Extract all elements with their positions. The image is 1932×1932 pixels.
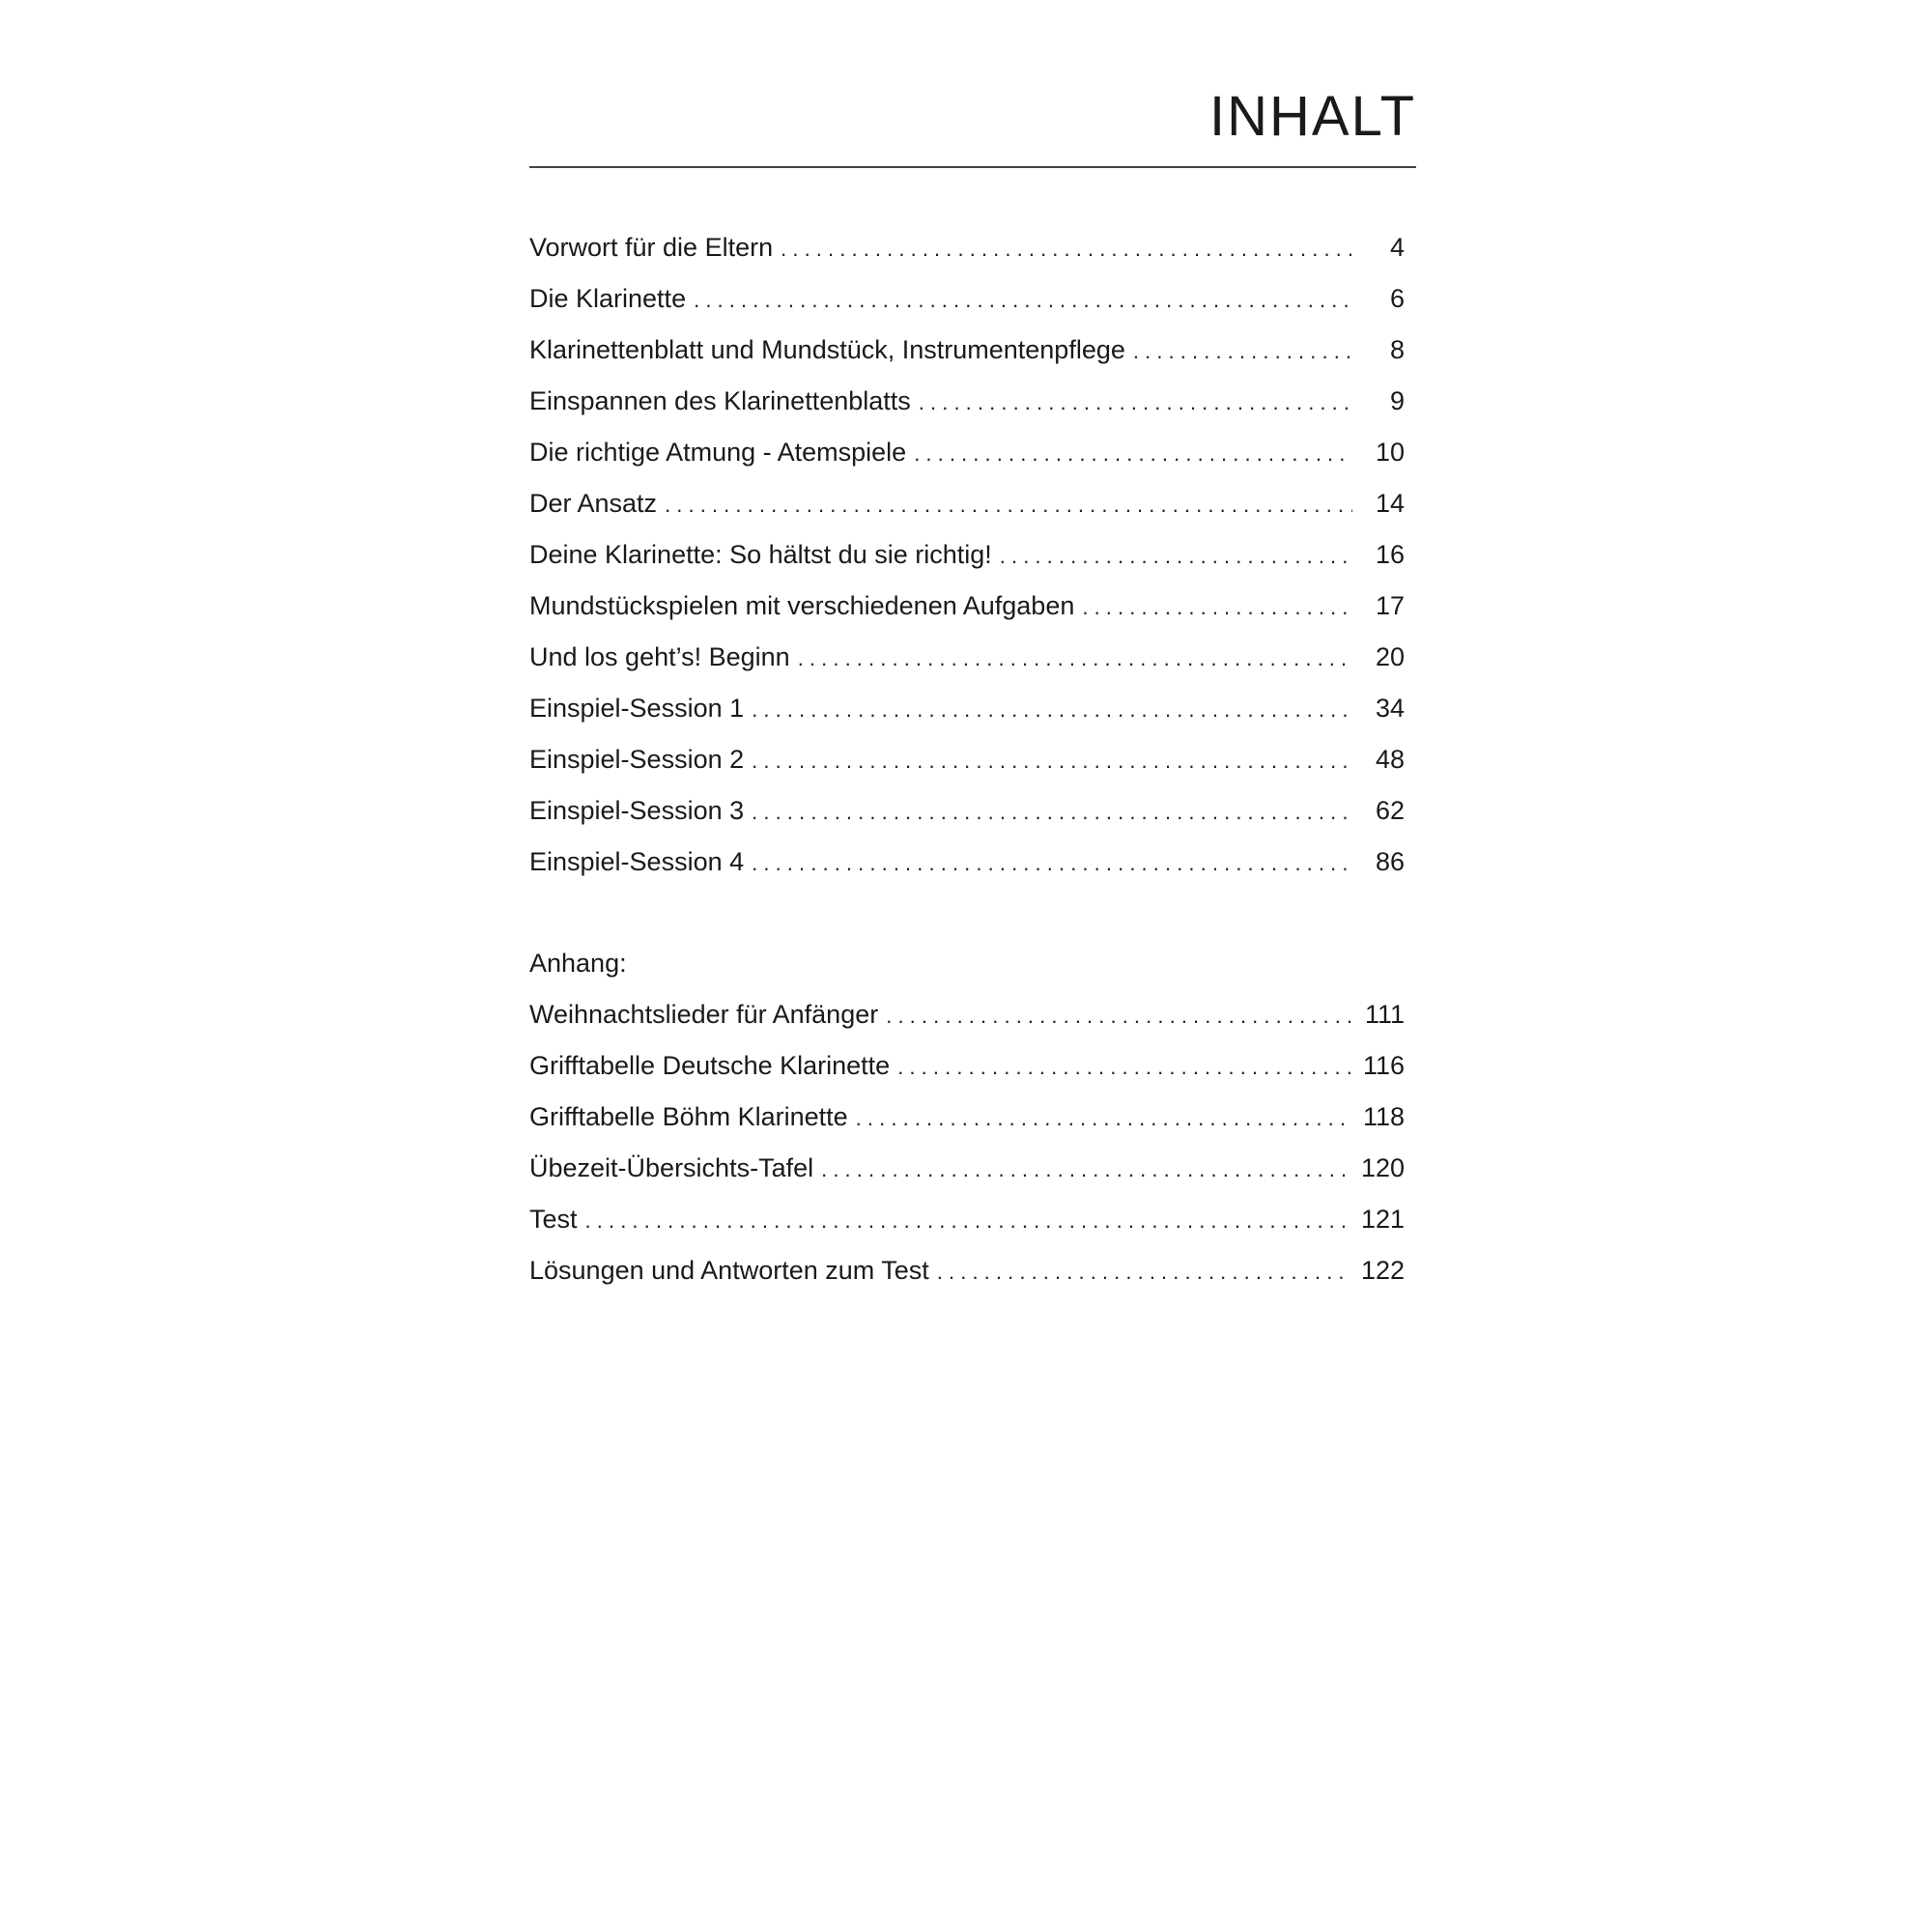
toc-entry-title: Grifftabelle Deutsche Klarinette (529, 1051, 891, 1080)
dot-leader (914, 428, 1352, 479)
toc-entry-page-number: 16 (1375, 540, 1405, 569)
toc-entry-page-number: 14 (1375, 489, 1405, 518)
dot-leader (1000, 530, 1352, 582)
toc-entry-page-number: 62 (1375, 796, 1405, 825)
dot-leader (886, 990, 1352, 1041)
dot-leader (821, 1144, 1351, 1195)
toc-entry-page-number: 111 (1364, 1000, 1405, 1029)
toc-entry-title: Einspiel-Session 1 (529, 694, 745, 723)
toc-entry-title: Die richtige Atmung - Atemspiele (529, 438, 907, 467)
toc-entry-page-number: 86 (1375, 847, 1405, 876)
toc-entry (529, 683, 1405, 734)
toc-entry-page-number: 6 (1389, 284, 1405, 313)
dot-leader (897, 1041, 1352, 1093)
toc-entry-page-number: 20 (1375, 642, 1405, 671)
toc-entry-page-number: 10 (1375, 438, 1405, 467)
dot-leader (798, 633, 1352, 684)
toc-entry (529, 734, 1405, 785)
document-page (529, 0, 1416, 1932)
toc-entry-title: Und los geht’s! Beginn (529, 642, 790, 671)
appendix-entries (529, 989, 1405, 1296)
toc-entry (529, 1245, 1405, 1296)
title-rule (529, 166, 1416, 168)
toc-entry-page-number: 116 (1362, 1051, 1405, 1080)
toc-entry-title: Vorwort für die Eltern (529, 233, 774, 262)
toc-entry-page-number: 121 (1360, 1205, 1405, 1234)
dot-leader (937, 1246, 1351, 1297)
toc-entry (529, 376, 1405, 427)
dot-leader (752, 735, 1352, 786)
toc-entry-title: Einspiel-Session 2 (529, 745, 745, 774)
toc-entry-title: Der Ansatz (529, 489, 658, 518)
main-entries (529, 222, 1405, 888)
toc-entry (529, 837, 1405, 888)
toc-entry (529, 478, 1405, 529)
toc-entry (529, 1092, 1405, 1143)
dot-leader (752, 786, 1352, 838)
toc-entry-page-number: 122 (1360, 1256, 1405, 1285)
dot-leader (1082, 582, 1352, 633)
toc-entry-page-number: 9 (1389, 386, 1405, 415)
toc-entry-title: Die Klarinette (529, 284, 687, 313)
dot-leader (694, 274, 1352, 326)
toc-entry-title: Einspiel-Session 4 (529, 847, 745, 876)
dot-leader (856, 1093, 1352, 1144)
toc-entry-title: Mundstückspielen mit verschiedenen Aufgaben (529, 591, 1075, 620)
toc-entry (529, 1194, 1405, 1245)
toc-entry-page-number: 120 (1360, 1153, 1405, 1182)
toc-entry-title: Lösungen und Antworten zum Test (529, 1256, 929, 1285)
dot-leader (752, 684, 1352, 735)
toc-entry-title: Test (529, 1205, 578, 1234)
toc-entry (529, 1040, 1405, 1092)
toc-entry-title: Übezeit-Übersichts-Tafel (529, 1153, 814, 1182)
page-title: INHALT (1209, 85, 1416, 148)
toc-entry (529, 325, 1405, 376)
toc-entry (529, 581, 1405, 632)
toc-entry (529, 1143, 1405, 1194)
toc-entry-title: Grifftabelle Böhm Klarinette (529, 1102, 848, 1131)
toc-entry-title: Einspiel-Session 3 (529, 796, 745, 825)
appendix-label: Anhang: (529, 949, 627, 978)
toc-entry-page-number: 34 (1375, 694, 1405, 723)
table-of-contents (529, 222, 1405, 1296)
toc-entry-page-number: 17 (1375, 591, 1405, 620)
toc-entry (529, 273, 1405, 325)
toc-entry-page-number: 8 (1389, 335, 1405, 364)
toc-entry (529, 632, 1405, 683)
toc-entry (529, 222, 1405, 273)
toc-entry (529, 427, 1405, 478)
toc-entry-title: Weihnachtslieder für Anfänger (529, 1000, 879, 1029)
dot-leader (919, 377, 1352, 428)
toc-entry (529, 529, 1405, 581)
dot-leader (752, 838, 1352, 889)
toc-entry-title: Einspannen des Klarinettenblatts (529, 386, 911, 415)
toc-entry (529, 989, 1405, 1040)
toc-entry (529, 785, 1405, 837)
dot-leader (585, 1195, 1351, 1246)
toc-entry-title: Klarinettenblatt und Mundstück, Instrumentenpflege (529, 335, 1125, 364)
dot-leader (781, 223, 1352, 274)
section-gap (529, 888, 1405, 938)
toc-entry-page-number: 48 (1375, 745, 1405, 774)
toc-entry-title: Deine Klarinette: So hältst du sie richtig! (529, 540, 992, 569)
toc-entry-page-number: 118 (1362, 1102, 1405, 1131)
dot-leader (665, 479, 1352, 530)
toc-entry-page-number: 4 (1389, 233, 1405, 262)
dot-leader (1133, 326, 1352, 377)
